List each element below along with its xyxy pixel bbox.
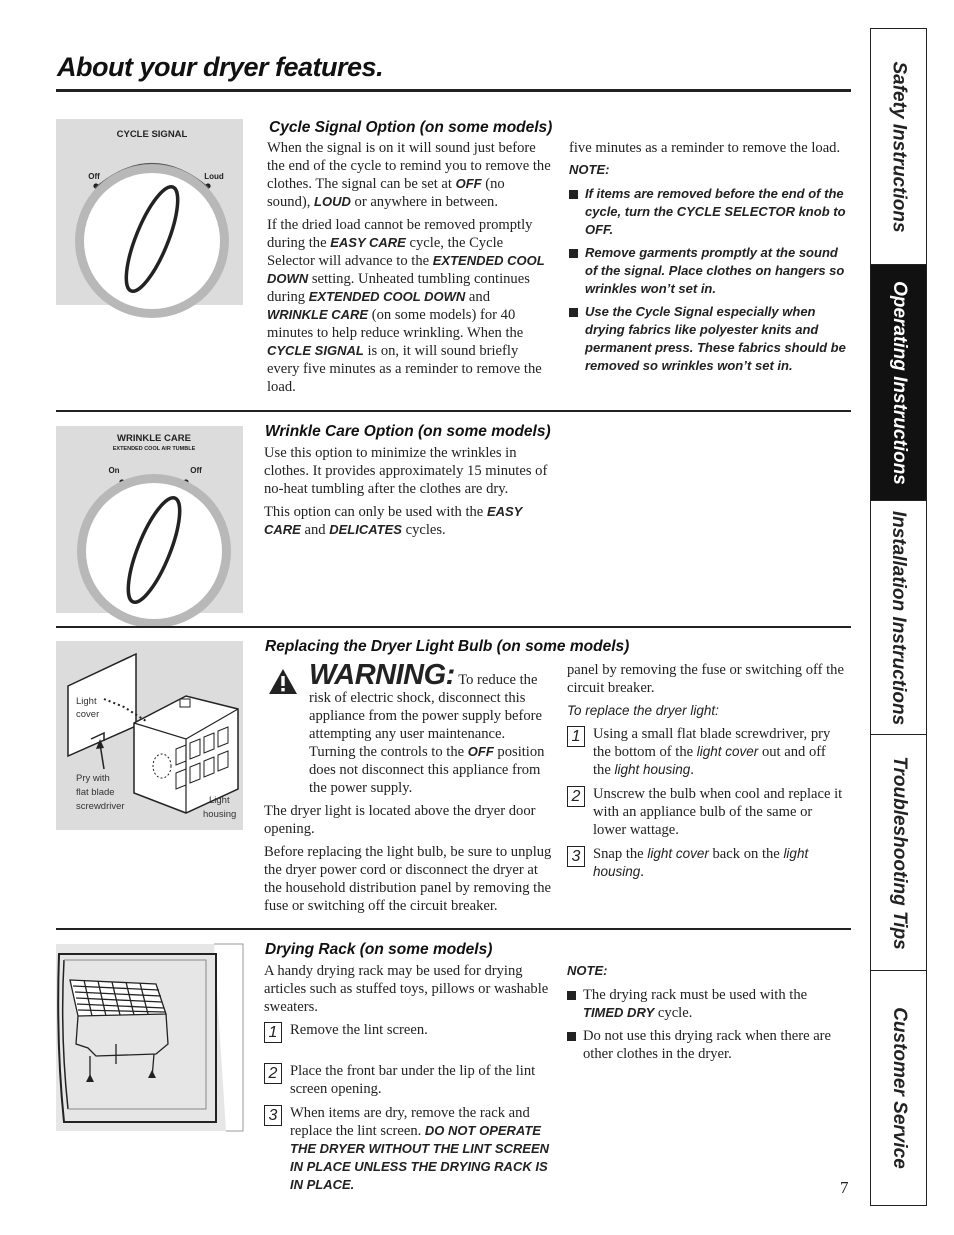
note-bullet: Do not use this drying rack when there are other clothes in the dryer. [567,1027,847,1063]
knob-label-off: Off [88,172,100,181]
note-label: NOTE: [569,162,610,177]
label-light-cover: cover [76,709,100,720]
cycle-signal-heading: Cycle Signal Option (on some models) [269,119,553,136]
light-bulb-steps: panel by removing the fuse or switching off the circuit breaker. To replace the dryer light: 1 Using a small flat blade screwdriver, pry the bottom of the light cover out and off the light housing. 2 Unscrew the bulb when cool and replace it with an appliance bulb of the same or lower wattage. 3 Snap the light cover back on the light housing. [567,661,847,887]
label-pry: flat blade [76,787,115,798]
step-item: 1 Using a small flat blade screwdriver, pry the bottom of the light cover out and off the light housing. [567,725,847,779]
label-pry: screwdriver [76,801,125,812]
title-rule [56,89,851,92]
drying-rack-figure [56,944,243,1131]
note-bullet: Use the Cycle Signal especially when drying fabrics like polyester knits and permanent press. These fabrics should be removed so wrinkles won’t set in. [569,303,849,375]
note-bullet: Remove garments promptly at the sound of the signal. Place clothes on hangers so wrinkles won’t set in. [569,244,849,298]
step-item: 3 When items are dry, remove the rack and replace the lint screen. DO NOT OPERATE THE DRYER WITHOUT THE LINT SCREEN IN PLACE UNLESS THE DRYING RACK IS IN PLACE. [264,1104,552,1194]
cycle-signal-notes: five minutes as a reminder to remove the load. NOTE: If items are removed before the end of the cycle, turn the CYCLE SELECTOR knob to OFF. Remove garments promptly at the sound of the signal. Place clothes on hangers so wrinkles won’t set in. Use the Cycle Signal especially when drying fabrics like polyester knits and permanent press. These fabrics should be removed so wrinkles won’t set in. [569,139,849,380]
cycle-signal-knob-figure [56,119,243,305]
knob-title: WRINKLE CARE [117,433,191,444]
light-bulb-figure [56,641,243,830]
wrinkle-care-knob-figure [56,426,243,613]
tab-customer-service[interactable]: Customer Service [888,1006,910,1169]
section-divider [56,626,851,628]
drying-rack-body: A handy drying rack may be used for drying articles such as stuffed toys, pillows or washable sweaters. 1 Remove the lint screen. 2 Place the front bar under the lip of the lint screen opening. 3 When items are dry, remove the rack and replace the lint screen. DO NOT OPERATE THE DRYER WITHOUT THE LINT SCREEN IN PLACE UNLESS THE DRYING RACK IS IN PLACE. [264,962,552,1200]
knob-label-off: Off [190,466,202,475]
page-number: 7 [840,1178,849,1197]
side-tab-strip [870,28,927,1206]
step-item: 2 Place the front bar under the lip of the lint screen opening. [264,1062,552,1098]
tab-safety-instructions[interactable]: Safety Instructions [888,60,910,233]
note-bullet: If items are removed before the end of the cycle, turn the CYCLE SELECTOR knob to OFF. [569,185,849,239]
page-title: About your dryer features. [57,52,384,82]
label-light-cover: Light [76,696,97,707]
warning-word: WARNING: [309,659,455,691]
drying-rack-notes [567,962,847,1068]
section-divider [56,928,851,930]
light-bulb-body: WARNING: To reduce the risk of electric shock, disconnect this appliance from the power supply before attempting any user maintenance. Turning the controls to the OFF position does not disconnect this appliance from the power supply. The dryer light is located above the dryer door opening. Before replacing the light bulb, be sure to unplug the dryer power cord or disconnect the dryer at the household distribution panel by removing the fuse or switching off the circuit breaker. [264,659,552,914]
drying-rack-heading: Drying Rack (on some models) [265,941,493,958]
light-bulb-heading: Replacing the Dryer Light Bulb (on some models) [265,638,630,655]
wrinkle-care-body: Use this option to minimize the wrinkles in clothes. It provides approximately 15 minutes of no-heat tumbling after the clothes are dry. This option can only be used with the EASY CARE and DELICATES cycles. [264,445,548,538]
label-light-housing: Light [209,795,230,806]
label-light-housing: housing [203,809,237,820]
knob-subtitle: EXTENDED COOL AIR TUMBLE [112,446,196,452]
step-item: 1 Remove the lint screen. [264,1021,552,1057]
cycle-signal-body: When the signal is on it will sound just before the end of the cycle to remind you to remove the clothes. The signal can be set at OFF (no sound), LOUD or anywhere in between. If the dried load cannot be removed promptly during the EASY CARE cycle, the Cycle Selector will advance to the EXTENDED COOL DOWN setting. Unheated tumbling continues during EXTENDED COOL DOWN and WRINKLE CARE (on some models) for 40 minutes to help reduce wrinkling. When the CYCLE SIGNAL is on, it will sound briefly every five minutes as a reminder to remove the load. [267,140,551,395]
step-item: 3 Snap the light cover back on the light housing. [567,845,847,881]
label-pry: Pry with [76,773,110,784]
note-label: NOTE: [567,963,608,978]
knob-label-on: On [108,466,120,475]
step-item: 2 Unscrew the bulb when cool and replace it with an appliance bulb of the same or lower wattage. [567,785,847,839]
tab-installation-instructions[interactable]: Installation Instructions [888,510,910,725]
tab-troubleshooting-tips[interactable]: Troubleshooting Tips [888,755,910,950]
knob-label-loud: Loud [204,172,224,181]
section-divider [56,410,851,412]
steps-intro: To replace the dryer light: [567,703,719,718]
note-bullet: The drying rack must be used with the TIMED DRY cycle. [567,986,847,1022]
knob-title: CYCLE SIGNAL [116,129,188,140]
wrinkle-care-heading: Wrinkle Care Option (on some models) [265,423,551,440]
tab-operating-instructions[interactable]: Operating Instructions [871,265,926,500]
